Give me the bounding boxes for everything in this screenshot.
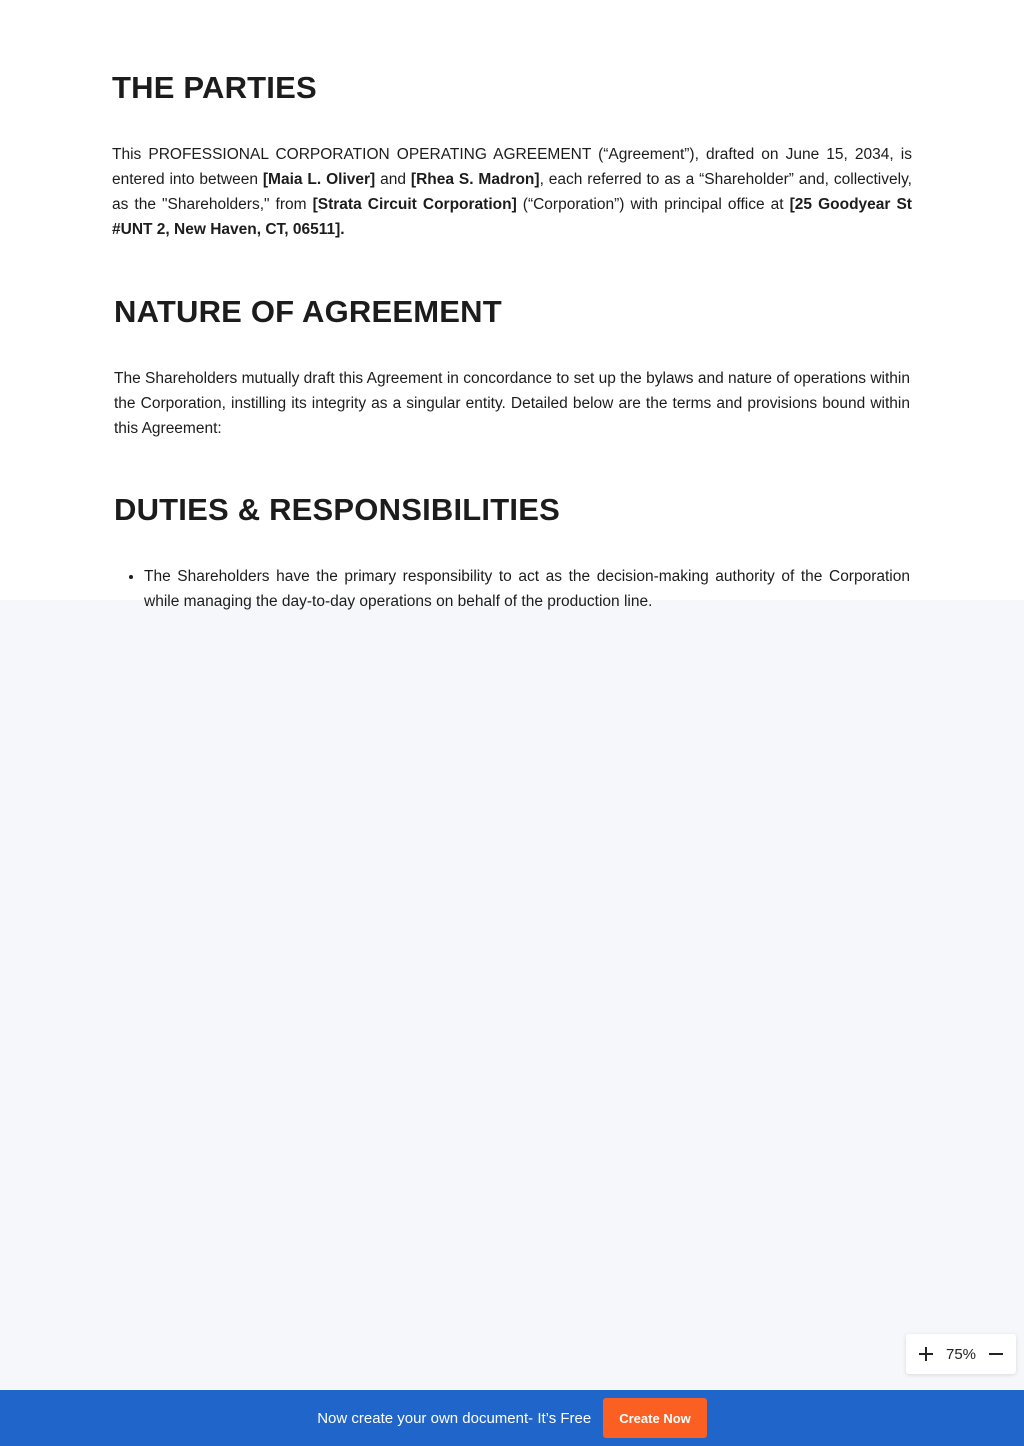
- create-now-button[interactable]: Create Now: [603, 1398, 707, 1438]
- nature-paragraph: The Shareholders mutually draft this Agreement in concordance to set up the bylaws and nature of operations within the Corporation, instilling its integrity as a singular entity. Detailed below are the terms and provisions bound within this Agreement:: [114, 370, 910, 437]
- promo-text: Now create your own document- It’s Free: [317, 1409, 592, 1427]
- parties-text-1: This PROFESSIONAL CORPORATION OPERATING AGREEMENT (“Agreement”), drafted on June 15, 2034, is entered into between: [112, 146, 912, 188]
- zoom-in-icon[interactable]: [916, 1344, 936, 1364]
- zoom-control: [906, 1334, 1016, 1374]
- parties-paragraph: [112, 142, 912, 242]
- duties-heading: DUTIES & RESPONSIBILITIES: [114, 492, 560, 527]
- shareholder-2-name: [Rhea S. Madron]: [410, 171, 540, 188]
- duties-list: [114, 564, 910, 614]
- zoom-out-icon[interactable]: [986, 1344, 1006, 1364]
- corporation-name: [Strata Circuit Corporation]: [312, 196, 517, 213]
- parties-heading: THE PARTIES: [112, 70, 317, 105]
- parties-text-2: and: [375, 171, 411, 188]
- shareholder-1-name: [Maia L. Oliver]: [262, 171, 376, 188]
- office-address: [25 Goodyear St #UNT 2, New Haven, CT, 06511].: [112, 196, 912, 238]
- document-page: [0, 0, 1024, 610]
- parties-text-4: (“Corporation”) with principal office at: [516, 196, 790, 213]
- zoom-level: 75%: [945, 1345, 977, 1363]
- promo-banner: [0, 1390, 1024, 1446]
- parties-text-3: , each referred to as a “Shareholder” and, collectively, as the "Shareholders," from: [112, 171, 912, 213]
- duties-list-item: • The Shareholders have the primary responsibility to act as the decision-making authority of the Corporation while managing the day-to-day operations on behalf of the production line.: [144, 564, 910, 614]
- nature-heading: NATURE OF AGREEMENT: [114, 294, 502, 329]
